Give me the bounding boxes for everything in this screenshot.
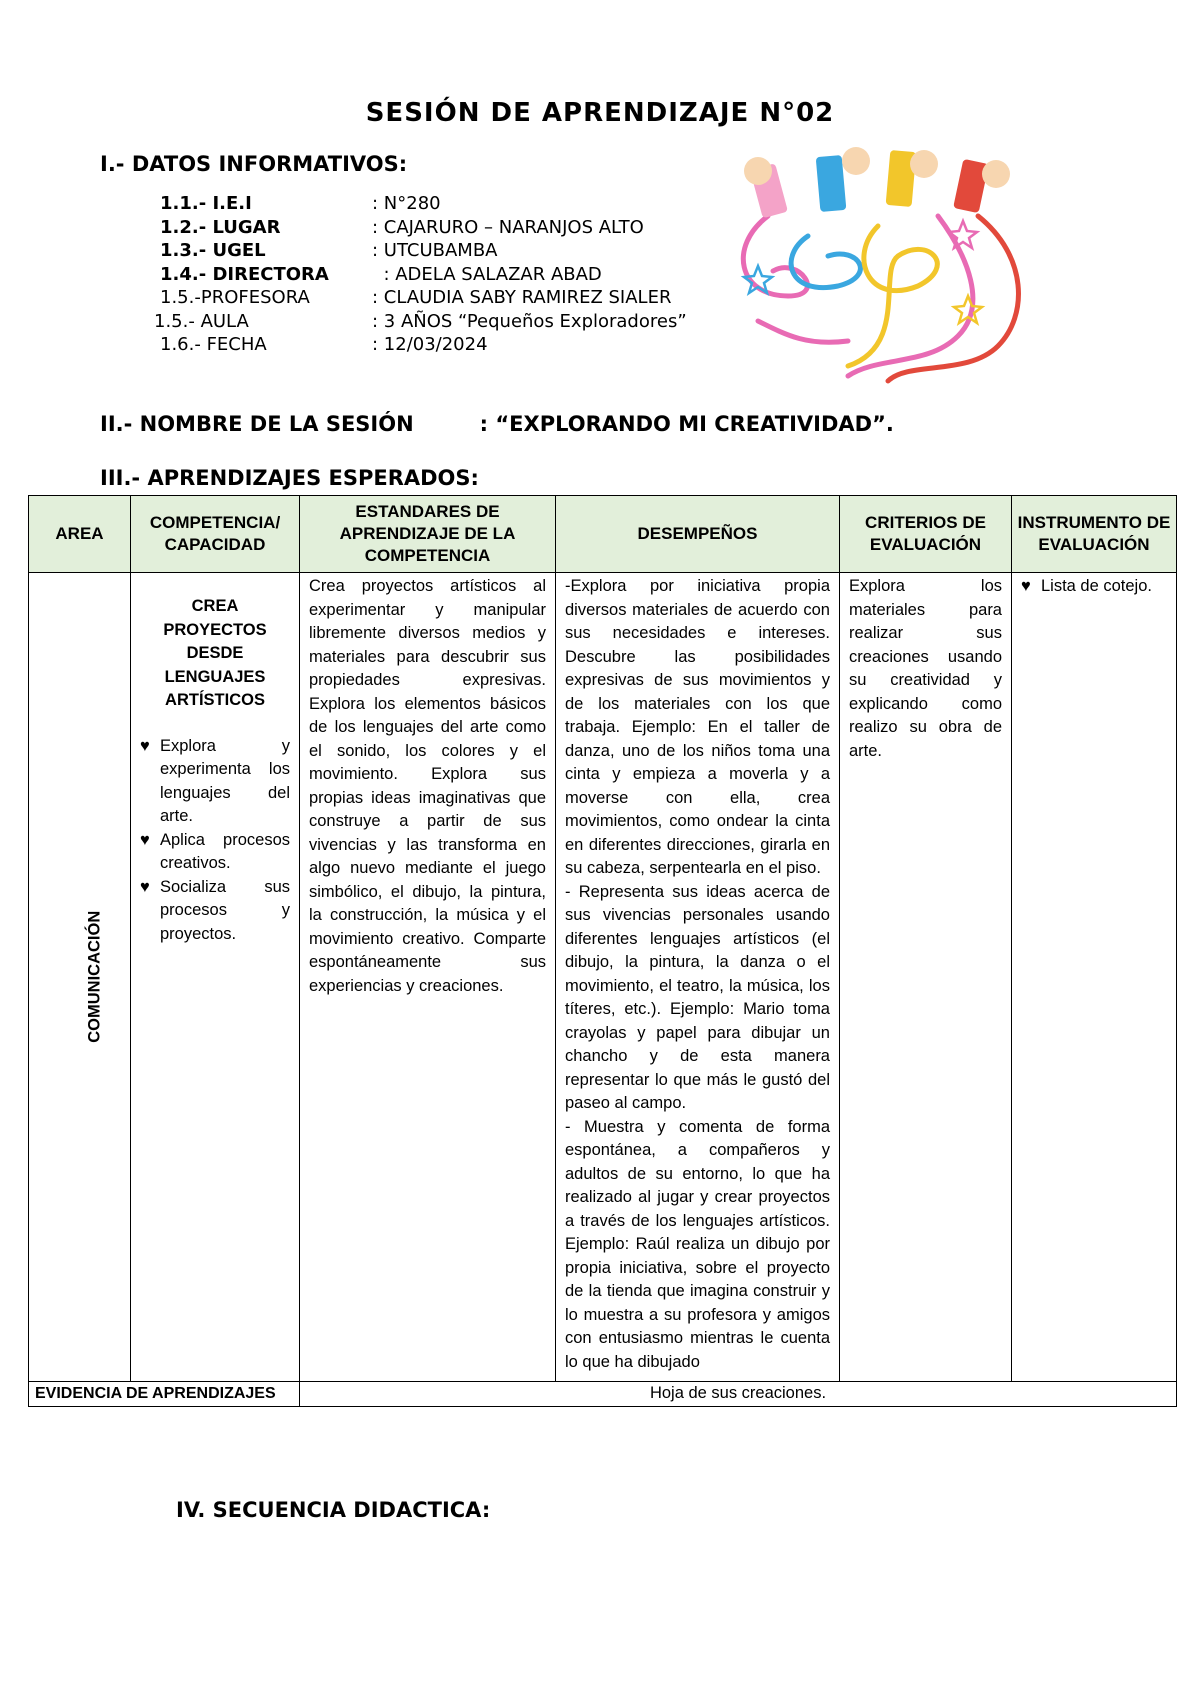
info-row [160,239,687,263]
capacidades-list [140,735,290,947]
header-area: AREA [29,496,131,573]
info-value: : UTCUBAMBA [372,240,498,261]
heart-icon: ♥ [140,877,150,896]
info-value: : N°280 [372,193,441,214]
evidencia-label: EVIDENCIA DE APRENDIZAJES [29,1382,300,1407]
table-row [29,573,1177,1382]
desempenos-cell [556,573,840,1382]
learning-table [28,495,1177,1407]
header-instrumento: INSTRUMENTO DE EVALUACIÓN [1012,496,1177,573]
info-row [160,263,687,287]
info-row [160,192,687,216]
evidencia-value: Hoja de sus creaciones. [300,1382,1177,1407]
area-cell [29,573,131,1382]
heart-icon: ♥ [140,736,150,755]
info-label: 1.4.- DIRECTORA [160,263,329,285]
info-row [154,310,687,334]
info-value: : 3 AÑOS “Pequeños Exploradores” [372,310,687,332]
info-label: 1.5.- AULA [154,310,249,332]
header-estandares: ESTANDARES DE APRENDIZAJE DE LA COMPETENCIA [300,496,556,573]
section-secuencia: IV. SECUENCIA DIDACTICA: [176,1498,491,1522]
desempeno-paragraph: -Explora por iniciativa propia diversos materiales de acuerdo con sus necesidades e intereses. Descubre las posibilidades expresivas de sus movimientos y de los materiales con los que trabaja. Ejemplo: En el taller de danza, uno de los niños toma una cinta y empieza a moverla y a moverse con ella, crea movimientos, como ondear la cinta en diferentes direcciones, girarla en su cabeza, serpentearla en el piso. [565,577,830,877]
table-header-row [29,496,1177,573]
list-item [140,876,290,947]
instrumento-cell [1012,573,1177,1382]
info-label: 1.1.- I.E.I [160,193,252,214]
capacidad-text: Socializa sus procesos y proyectos. [160,877,290,943]
capacidad-text: Aplica procesos creativos. [160,830,290,872]
criterio-cell: Explora los materiales para realizar sus creaciones usando su creatividad y explicando como realizo su obra de arte. [840,573,1012,1382]
desempeno-paragraph: - Muestra y comenta de forma espontánea, a compañeros y adultos de su entorno, lo que ha realizado al jugar y crear proyectos a través de los lenguajes artísticos. Ejemplo: Raúl realiza un dibujo por propia iniciativa, sobre el proyecto de la tienda que imagina construir y lo muestra a su profesora y amigos con entusiasmo mientras le cuenta lo que ha dibujado [565,1117,830,1371]
info-label: 1.6.- FECHA [160,334,267,355]
section-nombre-sesion [100,412,894,436]
competencia-cell [131,573,300,1382]
evidencia-row [29,1382,1177,1407]
info-list [154,192,687,357]
info-value: : CLAUDIA SABY RAMIREZ SIALER [372,287,672,308]
info-row [160,333,687,357]
info-label: 1.3.- UGEL [160,240,266,261]
section-aprendizajes: III.- APRENDIZAJES ESPERADOS: [100,466,479,490]
estandar-cell: Crea proyectos artísticos al experimentar y manipular libremente diversos medios y materiales para descubrir sus propiedades expresivas. Explora los elementos básicos de los lenguajes del arte como el sonido, los colores y el movimiento. Explora sus propias ideas imaginativas que construye a partir de sus vivencias y las transforma en algo nuevo mediante el juego simbólico, el dibujo, la pintura, la construcción, la música y el movimiento creativo. Comparte espontáneamente sus experiencias y creaciones. [300,573,556,1382]
header-competencia: COMPETENCIA/ CAPACIDAD [131,496,300,573]
header-desempenos: DESEMPEÑOS [556,496,840,573]
section-datos-informativos: I.- DATOS INFORMATIVOS: [100,152,408,176]
info-value: : 12/03/2024 [372,334,488,355]
session-name-value: : “EXPLORANDO MI CREATIVIDAD”. [479,412,894,436]
info-row [160,216,687,240]
header-criterios: CRITERIOS DE EVALUACIÓN [840,496,1012,573]
info-label: 1.2.- LUGAR [160,216,281,238]
info-value: : CAJARURO – NARANJOS ALTO [372,216,644,238]
heart-icon: ♥ [140,830,150,849]
list-item [140,829,290,876]
capacidad-text: Explora y experimenta los lenguajes del arte. [160,736,290,825]
info-label: 1.5.-PROFESORA [160,287,310,308]
session-name-label: II.- NOMBRE DE LA SESIÓN [100,412,414,436]
list-item [140,735,290,829]
page-title: SESIÓN DE APRENDIZAJE N°02 [365,98,835,128]
info-row [160,286,687,310]
desempeno-paragraph: - Representa sus ideas acerca de sus vivencias personales usando diferentes lenguajes artísticos (el dibujo, la pintura, la danza o el movimiento, el teatro, la música, los títeres, etc.). Ejemplo: Mario toma crayolas y papel para dibujar un chancho y de esta manera representar lo que más le gustó del paseo al campo. [565,882,830,1112]
heart-icon: ♥ [1021,577,1031,595]
kids-pencils-illustration [728,146,1068,386]
competencia-title: CREA PROYECTOS DESDE LENGUAJES ARTÍSTICOS [163,597,267,709]
area-label: COMUNICACIÓN [85,911,104,1043]
info-value: : ADELA SALAZAR ABAD [372,263,602,285]
instrumento-text: Lista de cotejo. [1041,577,1152,595]
list-item [1021,575,1167,599]
